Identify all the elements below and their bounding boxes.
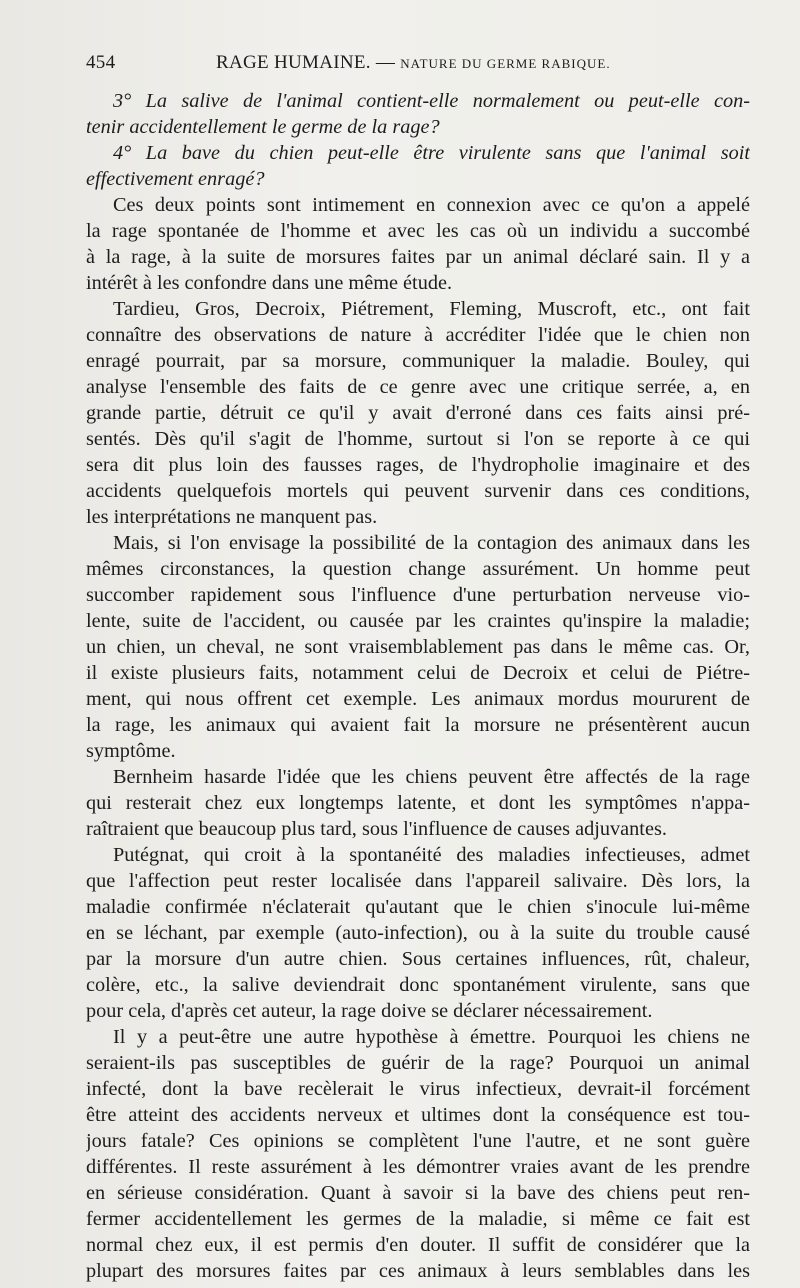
text-line: lente, suite de l'accident, ou causée par les craintes qu'inspire la maladie;	[86, 610, 750, 632]
text-line: être atteint des accidents nerveux et ultimes dont la conséquence est tou-	[86, 1104, 750, 1126]
text-line: 3° La salive de l'animal contient-elle normalement ou peut-elle con-	[113, 90, 750, 112]
page-number: 454	[86, 52, 116, 73]
text-line: maladie confirmée n'éclaterait qu'autant que le chien s'inocule lui-même	[86, 896, 750, 918]
text-line: fermer accidentellement les germes de la maladie, si même ce fait est	[86, 1208, 750, 1230]
text-line: en se léchant, par exemple (auto-infection), ou à la suite du trouble causé	[86, 922, 750, 944]
text-line: infecté, dont la bave recèlerait le virus infectieux, devrait-il forcément	[86, 1078, 750, 1100]
text-line: raîtraient que beaucoup plus tard, sous l'influence de causes adjuvantes.	[86, 818, 667, 840]
text-line: normal chez eux, il est permis d'en douter. Il suffit de considérer que la	[86, 1234, 750, 1256]
text-line: enragé pourrait, par sa morsure, communiquer la maladie. Bouley, qui	[86, 350, 750, 372]
text-line: connaître des observations de nature à accréditer l'idée que le chien non	[86, 324, 750, 346]
text-line: les interprétations ne manquent pas.	[86, 506, 378, 528]
text-line: ment, qui nous offrent cet exemple. Les animaux mordus moururent de	[86, 688, 750, 710]
page-header	[86, 52, 750, 80]
text-line: sentés. Dès qu'il s'agit de l'homme, surtout si l'on se reporte à ce qui	[86, 428, 750, 450]
text-line: Putégnat, qui croit à la spontanéité des maladies infectieuses, admet	[113, 844, 750, 866]
text-line: pour cela, d'après cet auteur, la rage doive se déclarer nécessairement.	[86, 1000, 653, 1022]
text-line: différentes. Il reste assurément à les démontrer vraies avant de les prendre	[86, 1156, 750, 1178]
text-line: il existe plusieurs faits, notamment celui de Decroix et celui de Piétre-	[86, 662, 750, 684]
running-title-main: RAGE HUMAINE. —	[216, 52, 396, 73]
text-line: plupart des morsures faites par ces animaux à leurs semblables dans les	[86, 1260, 750, 1282]
text-line: tenir accidentellement le germe de la rage?	[86, 116, 440, 138]
text-line: colère, etc., la salive deviendrait donc spontanément virulente, sans que	[86, 974, 750, 996]
text-line: Mais, si l'on envisage la possibilité de la contagion des animaux dans les	[113, 532, 750, 554]
text-line: 4° La bave du chien peut-elle être virulente sans que l'animal soit	[113, 142, 750, 164]
text-line: accidents quelquefois mortels qui peuvent survenir dans ces conditions,	[86, 480, 750, 502]
text-line: symptôme.	[86, 740, 176, 762]
text-line: mêmes circonstances, la question change assurément. Un homme peut	[86, 558, 750, 580]
text-line: un chien, un cheval, ne sont vraisemblablement pas dans le même cas. Or,	[86, 636, 750, 658]
text-line: effectivement enragé?	[86, 168, 265, 190]
text-line: analyse l'ensemble des faits de ce genre avec une critique serrée, a, en	[86, 376, 750, 398]
text-line: Ces deux points sont intimement en connexion avec ce qu'on a appelé	[113, 194, 750, 216]
text-line: Tardieu, Gros, Decroix, Piétrement, Fleming, Muscroft, etc., ont fait	[113, 298, 750, 320]
text-line: qui resterait chez eux longtemps latente, et dont les symptômes n'appa-	[86, 792, 750, 814]
text-line: seraient-ils pas susceptibles de guérir de la rage? Pourquoi un animal	[86, 1052, 750, 1074]
text-line: par la morsure d'un autre chien. Sous certaines influences, rût, chaleur,	[86, 948, 750, 970]
text-line: sera dit plus loin des fausses rages, de l'hydropholie imaginaire et des	[86, 454, 750, 476]
text-line: Il y a peut-être une autre hypothèse à émettre. Pourquoi les chiens ne	[113, 1026, 750, 1048]
text-line: que l'affection peut rester localisée dans l'appareil salivaire. Dès lors, la	[86, 870, 750, 892]
text-line: jours fatale? Ces opinions se complètent l'une l'autre, et ne sont guère	[86, 1130, 750, 1152]
running-title-sub: NATURE DU GERME RABIQUE.	[400, 56, 611, 71]
text-line: en sérieuse considération. Quant à savoir si la bave des chiens peut ren-	[86, 1182, 750, 1204]
text-line: grande partie, détruit ce qu'il y avait d'erroné dans ces faits ainsi pré-	[86, 402, 750, 424]
running-title	[216, 52, 611, 74]
text-line: intérêt à les confondre dans une même étude.	[86, 272, 453, 294]
text-line: Bernheim hasarde l'idée que les chiens peuvent être affectés de la rage	[113, 766, 750, 788]
text-line: la rage spontanée de l'homme et avec les cas où un individu a succombé	[86, 220, 750, 242]
text-line: à la rage, à la suite de morsures faites par un animal déclaré sain. Il y a	[86, 246, 750, 268]
text-line: succomber rapidement sous l'influence d'une perturbation nerveuse vio-	[86, 584, 750, 606]
body-text	[86, 88, 750, 1284]
text-line: la rage, les animaux qui avaient fait la morsure ne présentèrent aucun	[86, 714, 750, 736]
